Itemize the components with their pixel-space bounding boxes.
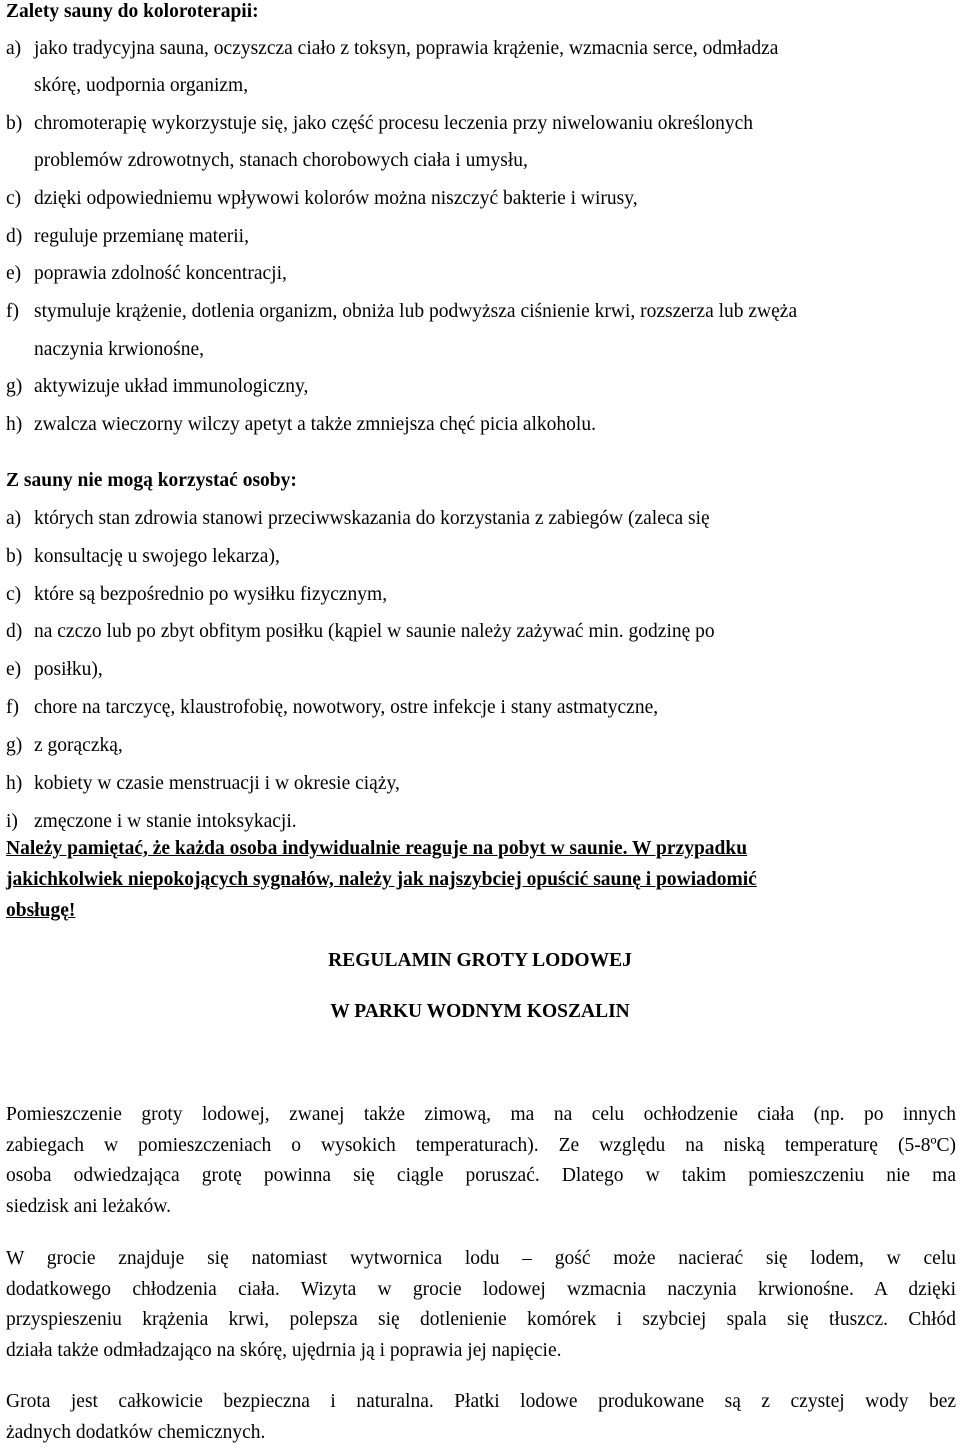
- list-item-text: zwalcza wieczorny wilczy apetyt a także zmniejsza chęć picia alkoholu.: [34, 414, 596, 435]
- regulations-title: REGULAMIN GROTY LODOWEJ: [328, 950, 632, 971]
- list-item-text: z gorączką,: [34, 735, 123, 756]
- list-marker: h): [6, 773, 23, 794]
- paragraph-line: zabiegach w pomieszczeniach o wysokich temperaturach). Ze względu na niską temperaturę (5-8ºC): [6, 1134, 956, 1156]
- list-item-text: posiłku),: [34, 659, 103, 680]
- list-marker: h): [6, 414, 23, 435]
- warning-line: Należy pamiętać, że każda osoba indywidualnie reaguje na pobyt w saunie. W przypadku: [6, 838, 748, 859]
- list-marker: d): [6, 621, 23, 642]
- list-item-text: zmęczone i w stanie intoksykacji.: [34, 811, 297, 832]
- paragraph-line: Grota jest całkowicie bezpieczna i naturalna. Płatki lodowe produkowane są z czystej wody bez: [6, 1391, 956, 1412]
- list-item-continuation: problemów zdrowotnych, stanach chorobowych ciała i umysłu,: [34, 150, 528, 171]
- list-marker: a): [6, 508, 22, 529]
- list-item-text: chore na tarczycę, klaustrofobię, nowotwory, ostre infekcje i stany astmatyczne,: [34, 697, 659, 718]
- paragraph: [6, 1100, 956, 1222]
- list-marker: a): [6, 38, 22, 59]
- list-item-text: konsultację u swojego lekarza),: [34, 546, 280, 567]
- paragraph-line: osoba odwiedzająca grotę powinna się ciągle poruszać. Dlatego w takim pomieszczeniu nie ma: [6, 1165, 956, 1186]
- list-marker: e): [6, 263, 22, 284]
- list-item-text: aktywizuje układ immunologiczny,: [34, 376, 309, 397]
- warning-line: obsługę!: [6, 900, 76, 921]
- warning-line: jakichkolwiek niepokojących sygnałów, należy jak najszybciej opuścić saunę i powiadomić: [6, 869, 757, 890]
- list-marker: i): [6, 811, 18, 832]
- list-item-text: kobiety w czasie menstruacji i w okresie ciąży,: [34, 773, 400, 794]
- list-marker: f): [6, 697, 19, 718]
- list-marker: f): [6, 301, 19, 322]
- list-item-text: dzięki odpowiedniemu wpływowi kolorów można niszczyć bakterie i wirusy,: [34, 188, 638, 209]
- paragraph: [6, 1244, 956, 1366]
- paragraph-line: dodatkowego chłodzenia ciała. Wizyta w grocie lodowej wzmacnia naczynia krwionośne. A dzięki: [6, 1278, 956, 1300]
- list-item-text: chromoterapię wykorzystuje się, jako część procesu leczenia przy niwelowaniu określonych: [34, 113, 754, 134]
- list-marker: b): [6, 546, 23, 567]
- paragraph-line: W grocie znajduje się natomiast wytwornica lodu – gość może nacierać się lodem, w celu: [6, 1248, 956, 1269]
- paragraph-line: siedzisk ani leżaków.: [6, 1195, 171, 1217]
- list-item-text: na czczo lub po zbyt obfitym posiłku (kąpiel w saunie należy zażywać min. godzinę po: [34, 621, 715, 642]
- list-item-continuation: naczynia krwionośne,: [34, 339, 205, 360]
- list-item-continuation: skórę, uodpornia organizm,: [34, 75, 249, 96]
- list-marker: g): [6, 376, 23, 397]
- list-marker: c): [6, 584, 22, 605]
- paragraph-line: żadnych dodatków chemicznych.: [6, 1421, 266, 1443]
- list-marker: e): [6, 659, 22, 680]
- paragraph-line: przyspieszeniu krążenia krwi, polepsza się dotlenienie komórek i szybciej spala się tłuszcz. Chłód: [6, 1309, 956, 1330]
- paragraph: [6, 1387, 956, 1448]
- list-item-text: które są bezpośrednio po wysiłku fizycznym,: [34, 584, 388, 605]
- list-marker: c): [6, 188, 22, 209]
- paragraph-line: działa także odmładzająco na skórę, ujędrnia ją i poprawia jej napięcie.: [6, 1339, 562, 1361]
- regulations-subtitle: W PARKU WODNYM KOSZALIN: [330, 1001, 630, 1022]
- contraindications-heading: Z sauny nie mogą korzystać osoby:: [6, 470, 297, 491]
- list-item-text: reguluje przemianę materii,: [34, 226, 249, 247]
- list-item-text: stymuluje krążenie, dotlenia organizm, obniża lub podwyższa ciśnienie krwi, rozszerza lub zwęża: [34, 301, 798, 322]
- benefits-heading: Zalety sauny do koloroterapii:: [6, 1, 259, 22]
- list-marker: b): [6, 113, 23, 134]
- list-marker: d): [6, 226, 23, 247]
- list-item-text: poprawia zdolność koncentracji,: [34, 263, 287, 284]
- list-item-text: jako tradycyjna sauna, oczyszcza ciało z toksyn, poprawia krążenie, wzmacnia serce, odmładza: [34, 38, 779, 59]
- list-marker: g): [6, 735, 23, 756]
- paragraph-line: Pomieszczenie groty lodowej, zwanej także zimową, ma na celu ochłodzenie ciała (np. po innych: [6, 1104, 956, 1125]
- list-item-text: których stan zdrowia stanowi przeciwwskazania do korzystania z zabiegów (zaleca się: [34, 508, 710, 529]
